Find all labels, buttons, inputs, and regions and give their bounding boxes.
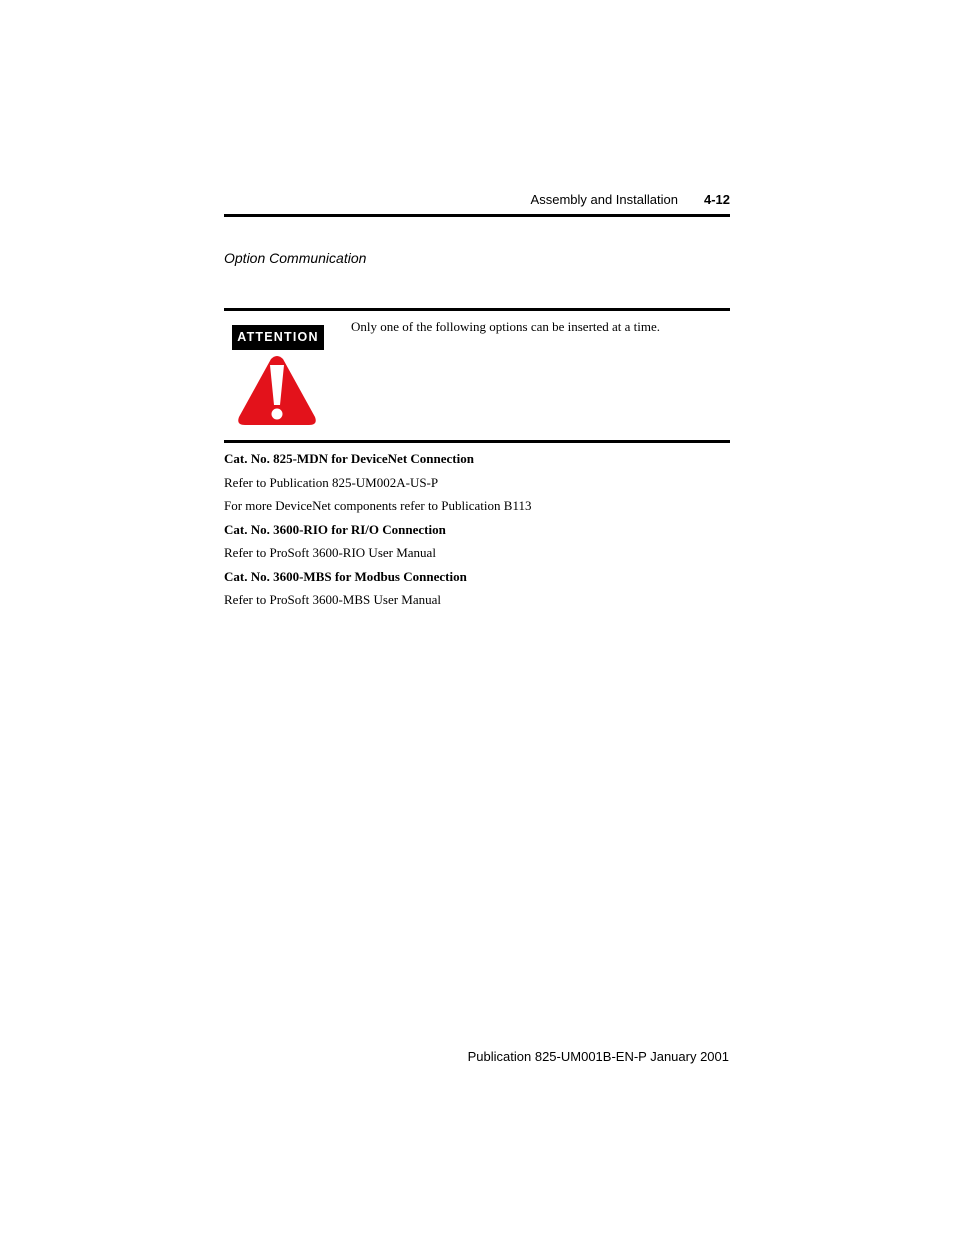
header-rule	[224, 214, 730, 217]
attention-message: Only one of the following options can be inserted at a time.	[351, 319, 661, 334]
attention-top-rule	[224, 308, 730, 311]
attention-label: ATTENTION	[232, 325, 324, 350]
option-reference-devicenet: Refer to Publication 825-UM002A-US-P	[224, 474, 439, 490]
page-header	[224, 191, 730, 209]
option-heading-rio: Cat. No. 3600-RIO for RI/O Connection	[224, 521, 446, 537]
page-number: 4-12	[703, 192, 730, 207]
option-reference-devicenet-components: For more DeviceNet components refer to Publication B113	[224, 498, 532, 513]
header-section-title: Assembly and Installation	[530, 192, 678, 207]
publication-footer: Publication 825-UM001B-EN-P January 2001	[467, 1049, 729, 1064]
subsection-title: Option Communication	[224, 250, 367, 266]
option-list	[224, 447, 730, 612]
option-reference-rio: Refer to ProSoft 3600-RIO User Manual	[224, 545, 436, 560]
exclamation-triangle-icon	[237, 355, 317, 427]
option-reference-modbus: Refer to ProSoft 3600-MBS User Manual	[224, 592, 442, 607]
option-heading-devicenet: Cat. No. 825-MDN for DeviceNet Connection	[224, 451, 474, 466]
option-heading-modbus: Cat. No. 3600-MBS for Modbus Connection	[224, 568, 467, 584]
attention-bottom-rule	[224, 440, 730, 443]
